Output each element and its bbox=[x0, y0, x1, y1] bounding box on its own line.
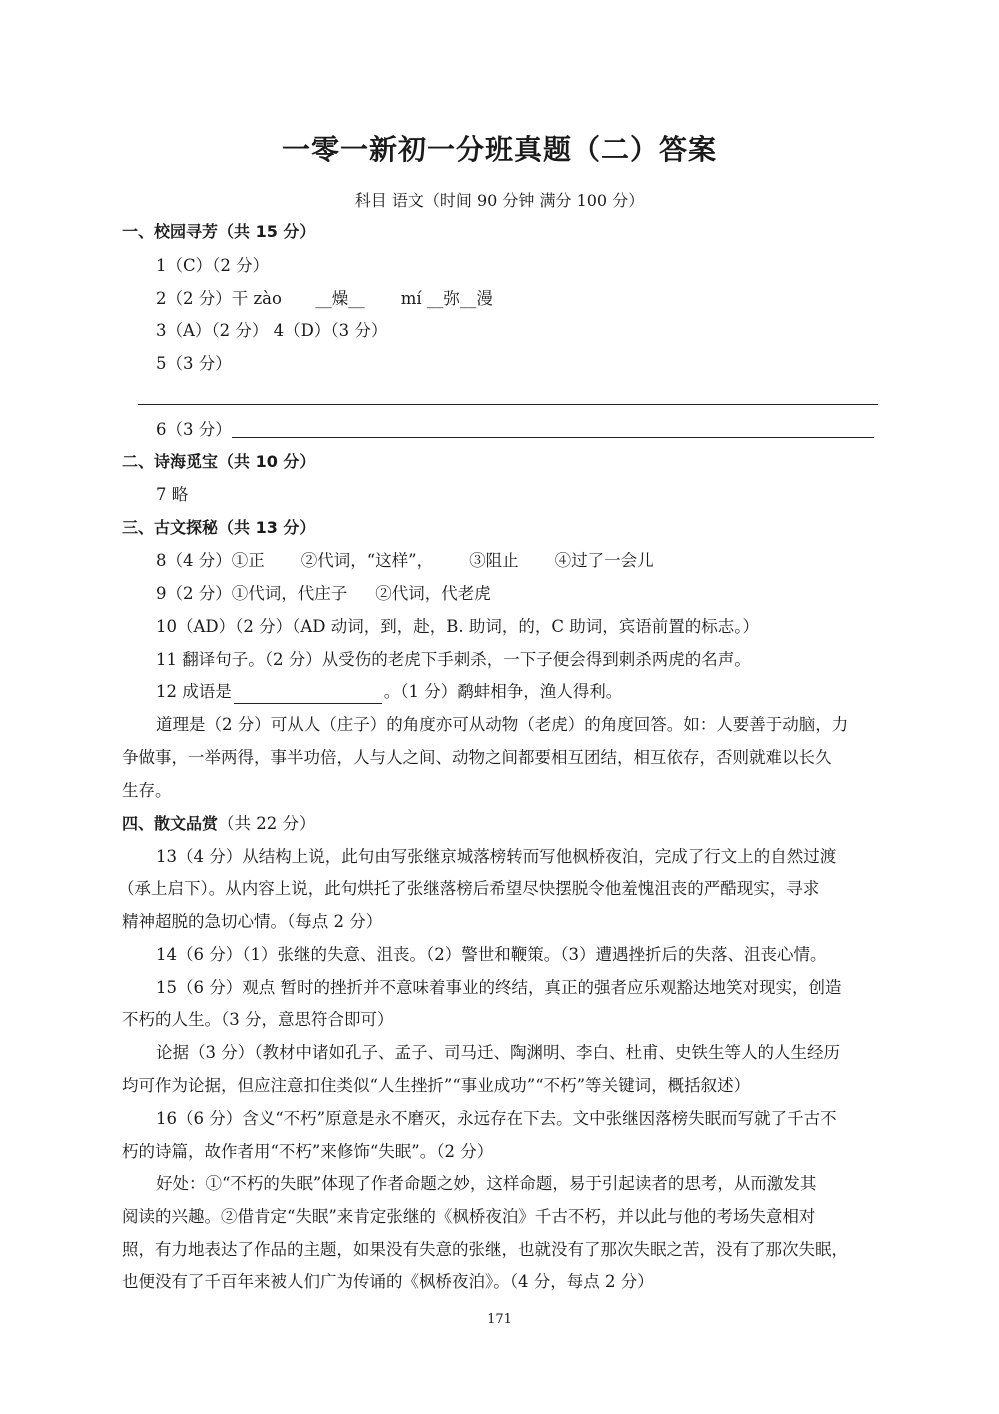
answer-q16-line-5: 照，有力地表达了作品的主题，如果没有失意的张继，也就没有了那次失眠之苦，没有了那次失眠， bbox=[122, 1240, 848, 1259]
answer-q12-blank bbox=[234, 685, 382, 704]
answer-q6: 6（3 分） bbox=[156, 420, 232, 439]
answer-q2-part-b: __燥__ bbox=[315, 289, 365, 308]
answer-q5-blank-line bbox=[138, 404, 878, 405]
section-heading-2: 二、诗海觅宝（共 10 分） bbox=[122, 452, 316, 471]
answer-q16-line-3: 好处：①“不朽的失眠”体现了作者命题之妙，这样命题，易于引起读者的思考，从而激发其 bbox=[156, 1174, 817, 1193]
answer-q15-line-1: 15（6 分）观点 暂时的挫折并不意味着事业的终结，真正的强者应乐观豁达地笑对现实，创造 bbox=[156, 978, 842, 997]
page-number: 171 bbox=[487, 1312, 512, 1327]
answer-q13-line-2: （承上启下）。从内容上说，此句烘托了张继落榜后希望尽快摆脱令他羞愧沮丧的严酷现实，寻求 bbox=[118, 879, 820, 898]
answer-q3-q4: 3（A）（2 分） 4（D）（3 分） bbox=[156, 321, 388, 340]
answer-q12-text: 。（1 分）鹬蚌相争，渔人得利。 bbox=[383, 682, 623, 701]
section-heading-4 bbox=[122, 812, 316, 836]
answer-q16-line-2: 朽的诗篇，故作者用“不朽”来修饰“失眠”。（2 分） bbox=[122, 1142, 494, 1161]
answer-q5: 5（3 分） bbox=[156, 354, 232, 373]
answer-q2-part-c: mí bbox=[400, 289, 427, 308]
answer-q2 bbox=[156, 287, 493, 311]
answer-q12 bbox=[156, 680, 622, 704]
answer-q8-part-2: ②代词，“这样”， bbox=[300, 551, 434, 570]
answer-q8-part-4: ④过了一会儿 bbox=[554, 551, 654, 570]
answer-q9-part-1: 9（2 分）①代词，代庄子 bbox=[156, 584, 348, 603]
page-title: 一零一新初一分班真题（二）答案 bbox=[281, 133, 717, 166]
section-heading-4-bold: 四、散文品赏 bbox=[122, 814, 219, 833]
answer-q8-part-1: 8（4 分）①正 bbox=[156, 551, 265, 570]
answer-q15-line-2: 不朽的人生。（3 分，意思符合即可） bbox=[122, 1010, 394, 1029]
answer-q13-line-1: 13（4 分）从结构上说，此句由写张继京城落榜转而写他枫桥夜泊，完成了行文上的自然过渡 bbox=[156, 847, 837, 866]
answer-q9 bbox=[156, 582, 491, 606]
section-heading-3: 三、古文探秘（共 13 分） bbox=[122, 518, 316, 537]
answer-q11: 11 翻译句子。（2 分）从受伤的老虎下手刺杀，一下子便会得到刺杀两虎的名声。 bbox=[156, 650, 751, 669]
reasoning-line-1: 道理是（2 分）可从人（庄子）的角度亦可从动物（老虎）的角度回答。如：人要善于动脑，力 bbox=[156, 715, 849, 734]
answer-q8-part-3: ③阻止 bbox=[469, 551, 519, 570]
answer-q10: 10（AD）（2 分）（AD 动词，到，赴，B. 助词，的，C 助词，宾语前置的标志。） bbox=[156, 617, 760, 636]
answer-q15-line-3: 论据（3 分）（教材中诸如孔子、孟子、司马迁、陶渊明、李白、杜甫、史铁生等人的人生经历 bbox=[156, 1043, 840, 1062]
answer-q12-label: 12 成语是 bbox=[156, 682, 232, 701]
reasoning-line-2: 争做事，一举两得，事半功倍，人与人之间、动物之间都要相互团结，相互依存，否则就难以长久 bbox=[122, 748, 832, 767]
answer-q15-line-4: 均可作为论据，但应注意扣住类似“人生挫折”“事业成功”“不朽”等关键词，概括叙述） bbox=[122, 1076, 751, 1095]
answer-q16-line-4: 阅读的兴趣。②借肯定“失眠”来肯定张继的《枫桥夜泊》千古不朽，并以此与他的考场失意相对 bbox=[122, 1207, 816, 1226]
answer-q14: 14（6 分）（1）张继的失意、沮丧。（2）警世和鞭策。（3）遭遇挫折后的失落、沮丧心情。 bbox=[156, 945, 827, 964]
answer-q2-part-e: 漫 bbox=[476, 289, 493, 308]
answer-q2-part-a: 2（2 分）干 zào bbox=[156, 289, 288, 308]
answer-q16-line-1: 16（6 分）含义“不朽”原意是永不磨灭，永远存在下去。文中张继因落榜失眠而写就了千古不 bbox=[156, 1109, 837, 1128]
answer-q8 bbox=[156, 549, 654, 573]
answer-q1: 1（C）（2 分） bbox=[156, 256, 270, 275]
answer-q9-part-2: ②代词，代老虎 bbox=[375, 584, 491, 603]
section-heading-1: 一、校园寻芳（共 15 分） bbox=[122, 222, 316, 241]
page-subtitle: 科目 语文（时间 90 分钟 满分 100 分） bbox=[354, 191, 645, 210]
section-heading-4-points: （共 22 分） bbox=[218, 814, 316, 833]
reasoning-line-3: 生存。 bbox=[122, 781, 172, 800]
answer-q13-line-3: 精神超脱的急切心情。（每点 2 分） bbox=[122, 912, 383, 931]
answer-q16-line-6: 也便没有了千百年来被人们广为传诵的《枫桥夜泊》。（4 分，每点 2 分） bbox=[122, 1272, 654, 1291]
answer-q2-part-d: __弥__ bbox=[426, 289, 477, 308]
answer-q6-blank-line bbox=[232, 437, 874, 438]
answer-q7: 7 略 bbox=[156, 485, 189, 504]
